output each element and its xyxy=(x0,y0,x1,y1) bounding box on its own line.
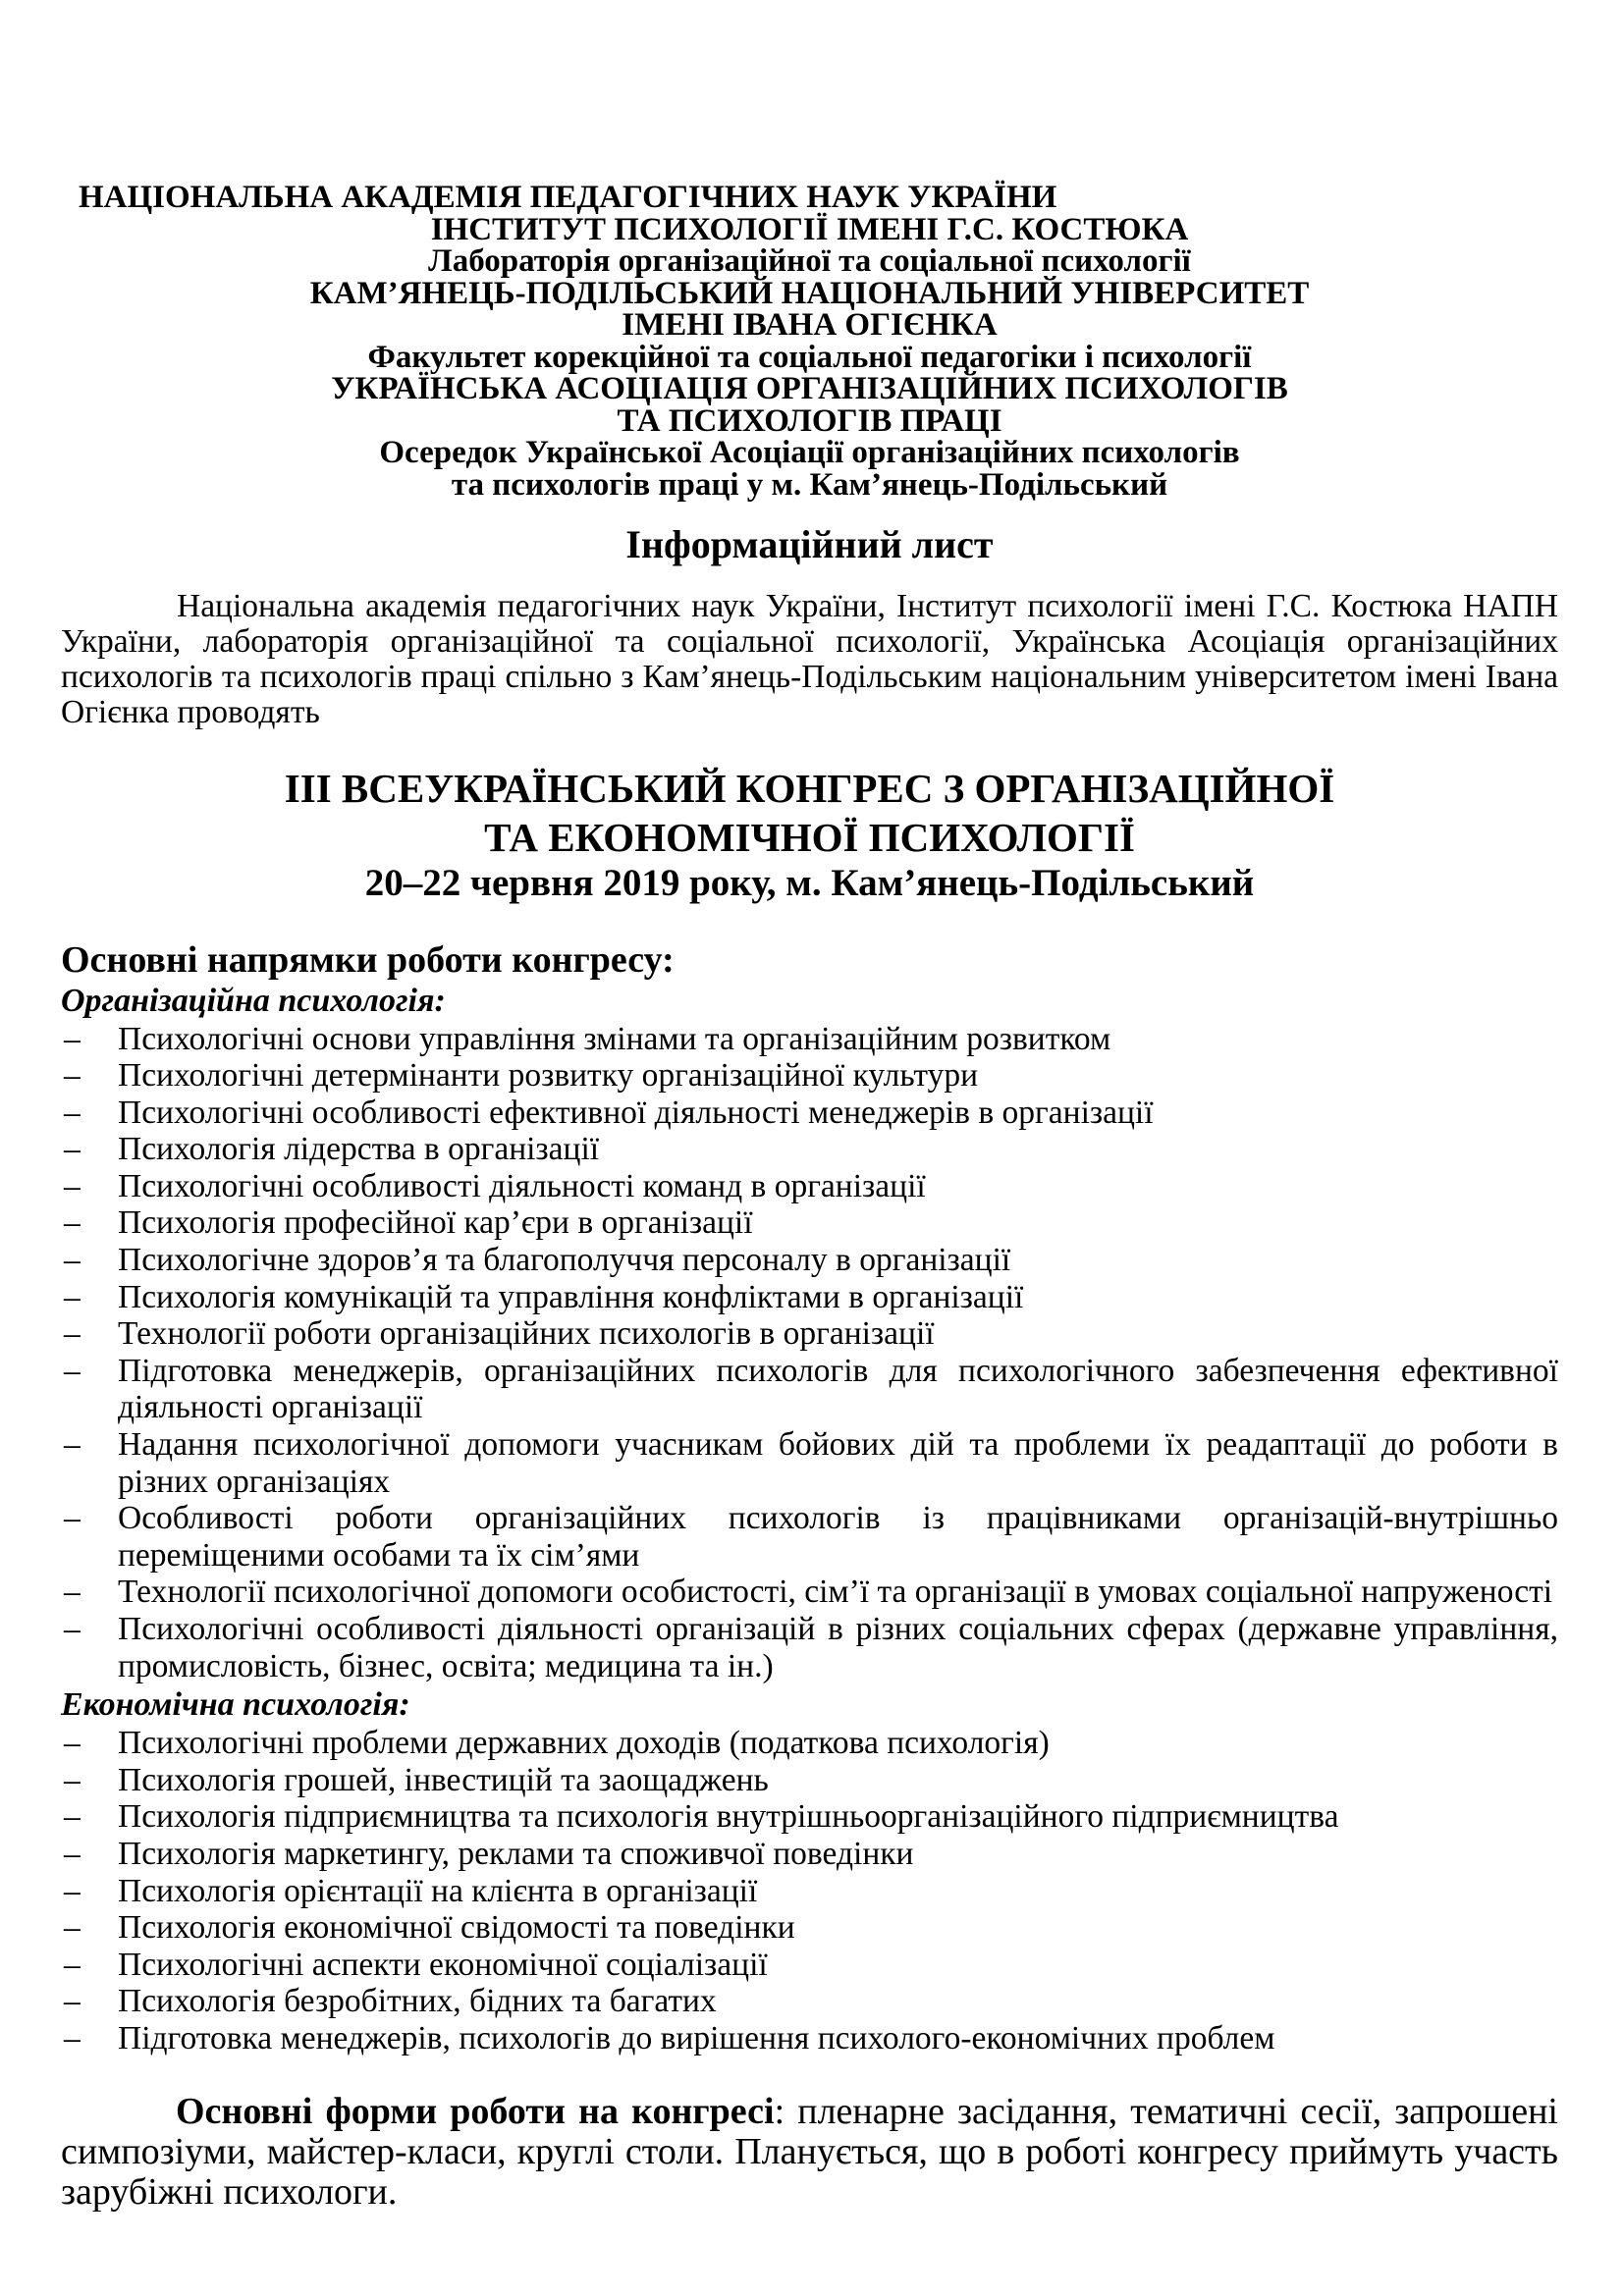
topic-item-text: Підготовка менеджерів, організаційних психологів для психологічного забезпечення ефективної діяльності організації xyxy=(118,1352,1558,1426)
dash-marker: – xyxy=(64,1020,81,1057)
header-line: та психологів праці у м. Кам’янець-Подільський xyxy=(451,466,1168,503)
topic-item-text: Психологія підприємництва та психологія внутрішньоорганізаційного підприємництва xyxy=(118,1798,1339,1836)
econ-psychology-subheading: Економічна психологія: xyxy=(61,1686,410,1724)
topic-item xyxy=(61,1353,1558,1426)
header-line: КАМ’ЯНЕЦЬ-ПОДІЛЬСЬКИЙ НАЦІОНАЛЬНИЙ УНІВЕРСИТЕТ xyxy=(309,275,1310,311)
topic-item xyxy=(61,1983,1558,2020)
topic-item-text: Психологія економічної свідомості та поведінки xyxy=(118,1909,795,1947)
topic-item-text: Надання психологічної допомоги учасникам бойових дій та проблеми їх реадаптації до роботи в різних організаціях xyxy=(118,1426,1558,1500)
topic-item xyxy=(61,1909,1558,1947)
topic-item-text: Психологія безробітних, бідних та багатих xyxy=(118,1983,717,2020)
topic-item xyxy=(61,1426,1558,1500)
intro-paragraph: Національна академія педагогічних наук України, Інститут психології імені Г.С. Костюка НАПН України, лабораторія організаційної та соціальної психології, Українська Асоціація організаційних психологів та психологів праці спільно з Кам’янець-Подільським національним університетом імені Івана Огієнка проводять xyxy=(61,588,1558,730)
header-line: УКРАЇНСЬКА АСОЦІАЦІЯ ОРГАНІЗАЦІЙНИХ ПСИХОЛОГІВ xyxy=(331,371,1288,406)
congress-title-line1: ІІІ ВСЕУКРАЇНСЬКИЙ КОНГРЕС З ОРГАНІЗАЦІЙНОЇ xyxy=(284,765,1335,811)
dash-marker: – xyxy=(64,2019,81,2056)
topic-item-text: Психологія лідерства в організації xyxy=(118,1131,600,1168)
topic-item-text: Психологічні проблеми державних доходів (податкова психологія) xyxy=(118,1725,1050,1762)
dash-marker: – xyxy=(64,1242,81,1279)
org-psychology-list xyxy=(61,1021,1558,1685)
dash-marker: – xyxy=(64,1204,81,1242)
dash-marker: – xyxy=(64,1574,81,1611)
congress-title-line2: ТА ЕКОНОМІЧНОЇ ПСИХОЛОГІЇ xyxy=(484,814,1135,860)
dash-marker: – xyxy=(64,1983,81,2020)
topic-item-text: Психологічне здоров’я та благополуччя персоналу в організації xyxy=(118,1242,1011,1279)
topic-item xyxy=(61,1873,1558,1910)
topic-item-text: Технології роботи організаційних психологів в організації xyxy=(118,1315,935,1353)
topic-item xyxy=(61,1798,1558,1836)
topic-item xyxy=(61,1725,1558,1762)
topic-item-text: Психологія професійної кар’єри в організації xyxy=(118,1204,753,1242)
forms-paragraph-lead: Основні форми роботи на конгресі xyxy=(176,2090,775,2132)
dash-marker: – xyxy=(64,1426,81,1464)
congress-date-location: 20–22 червня 2019 року, м. Кам’янець-Подільський xyxy=(364,861,1255,904)
topic-item xyxy=(61,1315,1558,1353)
topic-item-text: Психологічні особливості ефективної діяльності менеджерів в організації xyxy=(118,1094,1154,1131)
topic-item xyxy=(61,1500,1558,1574)
topic-item xyxy=(61,1279,1558,1316)
dash-marker: – xyxy=(64,1725,81,1762)
topic-item-text: Психологія орієнтації на клієнта в організації xyxy=(118,1872,758,1909)
topic-item-text: Психологія маркетингу, реклами та споживчої поведінки xyxy=(118,1835,914,1872)
header-line: Факультет корекційної та соціальної педагогіки і психології xyxy=(367,339,1252,375)
topic-item xyxy=(61,1611,1558,1684)
dash-marker: – xyxy=(64,1909,81,1947)
dash-marker: – xyxy=(64,1131,81,1168)
forms-paragraph-rest: : пленарне засідання, тематичні сесії, запрошені симпозіуми, майстер-класи, круглі столи. Планується, що в роботі конгресу приймуть участь зарубіжні психологи. xyxy=(61,2090,1558,2213)
topic-item xyxy=(61,1204,1558,1242)
info-letter-title: Інформаційний лист xyxy=(625,522,994,566)
directions-heading: Основні напрямки роботи конгресу: xyxy=(61,938,675,981)
econ-psychology-list xyxy=(61,1725,1558,2056)
org-psychology-subheading: Організаційна психологія: xyxy=(61,982,446,1019)
dash-marker: – xyxy=(64,1278,81,1315)
topic-item xyxy=(61,1057,1558,1095)
dash-marker: – xyxy=(64,1094,81,1131)
dash-marker: – xyxy=(64,1835,81,1872)
topic-item xyxy=(61,1168,1558,1205)
dash-marker: – xyxy=(64,1500,81,1537)
topic-item xyxy=(61,1095,1558,1132)
topic-item-text: Психологічні детермінанти розвитку організаційної культури xyxy=(118,1057,979,1095)
topic-item-text: Психологічні основи управління змінами та організаційним розвитком xyxy=(118,1020,1111,1057)
header-line: Лабораторія організаційної та соціальної психології xyxy=(428,243,1191,279)
dash-marker: – xyxy=(64,1167,81,1204)
topic-item xyxy=(61,1021,1558,1058)
topic-item xyxy=(61,1574,1558,1611)
topic-item-text: Психологія грошей, інвестицій та заощаджень xyxy=(118,1761,769,1798)
institution-header xyxy=(61,182,1558,501)
header-line: ІНСТИТУТ ПСИХОЛОГІЇ ІМЕНІ Г.С. КОСТЮКА xyxy=(430,211,1189,247)
congress-forms-paragraph xyxy=(61,2092,1558,2213)
topic-item xyxy=(61,1242,1558,1279)
topic-item xyxy=(61,1947,1558,1984)
dash-marker: – xyxy=(64,1761,81,1798)
topic-item xyxy=(61,2020,1558,2057)
dash-marker: – xyxy=(64,1611,81,1647)
topic-item-text: Психологічні особливості діяльності команд в організації xyxy=(118,1167,926,1204)
topic-item-text: Технології психологічної допомоги особистості, сім’ї та організації в умовах соціальної напруженості xyxy=(118,1574,1553,1611)
header-line: НАЦІОНАЛЬНА АКАДЕМІЯ ПЕДАГОГІЧНИХ НАУК УКРАЇНИ xyxy=(79,180,1057,215)
topic-item-text: Психологічні аспекти економічної соціалізації xyxy=(118,1946,768,1983)
dash-marker: – xyxy=(64,1315,81,1353)
topic-item xyxy=(61,1836,1558,1873)
dash-marker: – xyxy=(64,1872,81,1909)
header-line: Осередок Української Асоціації організаційних психологів xyxy=(379,435,1240,470)
topic-item-text: Психологічні особливості діяльності організацій в різних соціальних сферах (державне управління, промисловість, бізнес, освіта; медицина та ін.) xyxy=(118,1611,1558,1684)
topic-item-text: Особливості роботи організаційних психологів із працівниками організацій-внутрішньо переміщеними особами та їх сім’ями xyxy=(118,1500,1558,1574)
topic-item-text: Підготовка менеджерів, психологів до вирішення психолого-економічних проблем xyxy=(118,2019,1275,2056)
header-line: ТА ПСИХОЛОГІВ ПРАЦІ xyxy=(617,402,1002,439)
topic-item-text: Психологія комунікацій та управління конфліктами в організації xyxy=(118,1278,1024,1315)
dash-marker: – xyxy=(64,1057,81,1095)
dash-marker: – xyxy=(64,1798,81,1836)
topic-item xyxy=(61,1762,1558,1799)
congress-title-block xyxy=(61,764,1558,905)
dash-marker: – xyxy=(64,1352,81,1389)
topic-item xyxy=(61,1131,1558,1168)
header-line: ІМЕНІ ІВАНА ОГІЄНКА xyxy=(622,307,998,343)
dash-marker: – xyxy=(64,1946,81,1983)
